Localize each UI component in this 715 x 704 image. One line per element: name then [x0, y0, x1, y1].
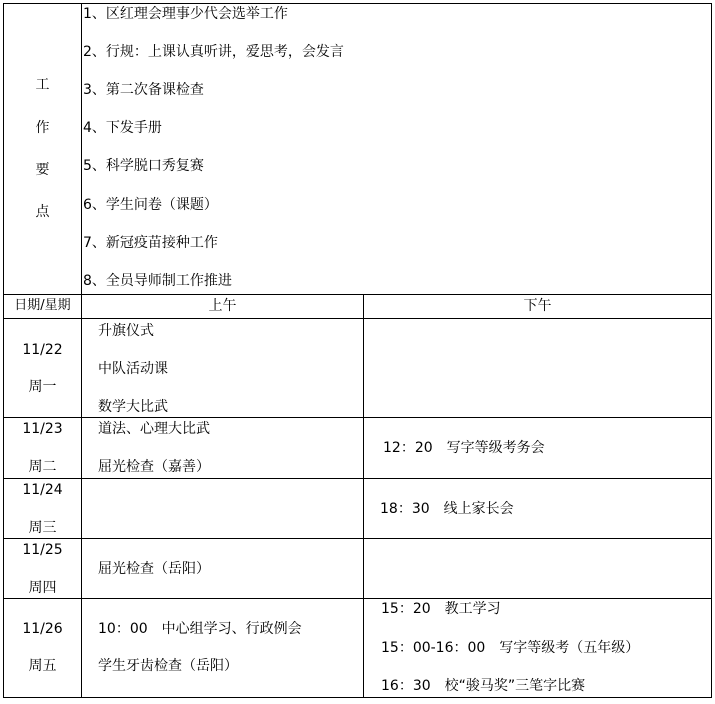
label-char: 点 — [35, 204, 50, 220]
row-date: 11/24 — [22, 482, 63, 498]
row-day: 周五 — [28, 658, 57, 674]
am-item: 中队活动课 — [98, 361, 168, 377]
row-day: 周二 — [28, 459, 57, 475]
work-point-item: 3、第二次备课检查 — [83, 82, 204, 98]
am-item: 数学大比武 — [98, 399, 168, 415]
work-point-item: 7、新冠疫苗接种工作 — [83, 235, 218, 251]
row-date: 11/25 — [22, 542, 63, 558]
row-day: 周三 — [28, 520, 57, 536]
pm-item: 18：30 线上家长会 — [380, 501, 514, 517]
header-am: 上午 — [208, 298, 237, 314]
work-point-item: 6、学生问卷（课题） — [83, 197, 218, 213]
pm-item: 16：30 校“骏马奖”三笔字比赛 — [381, 678, 586, 694]
row-date: 11/23 — [22, 421, 63, 437]
pm-item: 15：00-16：00 写字等级考（五年级） — [381, 640, 640, 656]
am-item: 道法、心理大比武 — [98, 421, 210, 437]
am-item: 10：00 中心组学习、行政例会 — [98, 621, 302, 637]
am-item: 升旗仪式 — [98, 323, 154, 339]
work-point-item: 2、行规：上课认真听讲，爱思考，会发言 — [83, 44, 344, 60]
work-point-item: 8、全员导师制工作推进 — [83, 273, 232, 289]
label-char: 工 — [35, 77, 50, 93]
label-char: 作 — [35, 120, 50, 136]
work-point-item: 4、下发手册 — [83, 120, 162, 136]
am-item: 学生牙齿检查（岳阳） — [98, 658, 238, 674]
header-pm: 下午 — [523, 298, 552, 314]
work-point-item: 5、科学脱口秀复赛 — [83, 158, 204, 174]
header-date: 日期/星期 — [14, 298, 71, 313]
label-char: 要 — [35, 162, 50, 178]
am-item: 屈光检查（岳阳） — [98, 561, 210, 577]
row-date: 11/22 — [22, 342, 63, 358]
am-item: 屈光检查（嘉善） — [98, 459, 210, 475]
work-point-item: 1、区红理会理事少代会选举工作 — [83, 6, 288, 22]
row-day: 周四 — [28, 580, 57, 596]
pm-item: 15：20 教工学习 — [381, 601, 501, 617]
row-day: 周一 — [28, 379, 57, 395]
pm-item: 12：20 写字等级考务会 — [383, 440, 545, 456]
row-date: 11/26 — [22, 621, 63, 637]
